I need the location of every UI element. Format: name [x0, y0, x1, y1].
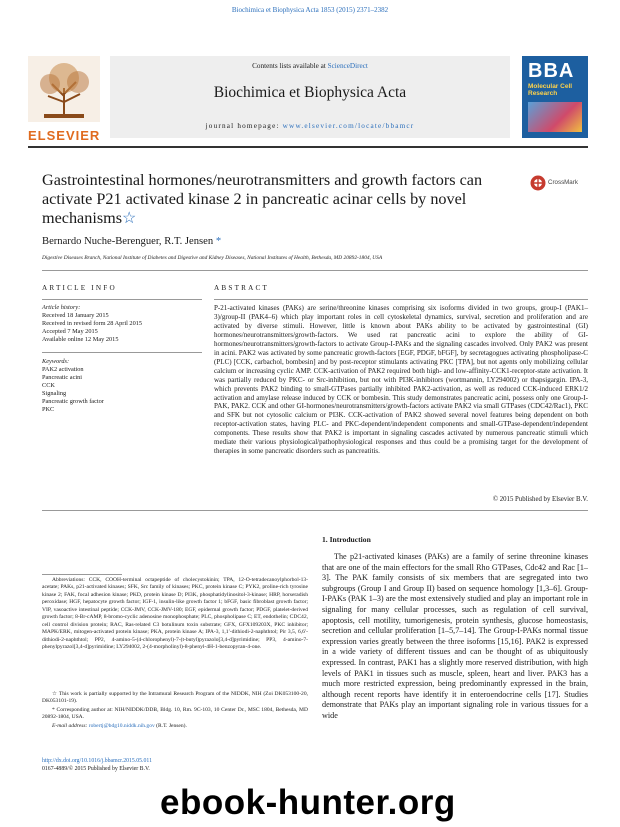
email-link[interactable]: robertj@bdg10.niddk.nih.gov: [88, 723, 155, 729]
corresponding-footnote: * Corresponding author at: NIH/NIDDK/DDB, Bldg. 10, Rm. 9C-103, 10 Center Dr., MSC 1804, Bethesda, MD 20892-1804, USA.: [42, 707, 308, 721]
affiliation-rule: [42, 270, 588, 271]
history-online: Available online 12 May 2015: [42, 336, 119, 344]
keyword: CCK: [42, 382, 55, 389]
keywords-label: Keywords:: [42, 358, 70, 365]
article-info-rule: [42, 299, 202, 300]
elsevier-logo: [28, 56, 101, 143]
contents-prefix: Contents lists available at: [252, 62, 326, 70]
doi-link[interactable]: http://dx.doi.org/10.1016/j.bbamcr.2015.05.011: [42, 758, 152, 764]
crossmark-label: CrossMark: [548, 179, 578, 186]
crossmark-icon: [530, 175, 546, 191]
intro-heading: 1. Introduction: [322, 535, 371, 544]
homepage-link[interactable]: www.elsevier.com/locate/bbamcr: [282, 122, 415, 130]
keyword: Pancreatic acini: [42, 374, 83, 381]
masthead: [110, 56, 510, 138]
journal-homepage: [110, 122, 510, 130]
authors-text: Bernardo Nuche-Berenguer, R.T. Jensen: [42, 236, 214, 247]
footnote-rule: [42, 574, 122, 575]
abstract-rule: [214, 299, 588, 300]
abstract-heading: ABSTRACT: [214, 284, 270, 292]
abstract-body: P-21-activated kinases (PAKs) are serine/threonine kinases comprising six isoforms divided in two groups, group-I (PAK1–3)/group-II (PAK4–6) which play important roles in cell cytoskeletal dynamics, survival, secretion and proliferation and are activated by diverse stimuli. However, little is known about PAKs ability to be activated by gastrointestinal (GI) hormones/neurotransmitters/growth-factors. We used rat pancreatic acini to explore the ability of GI-hormones/neurotransmitters/growth-factors to activate Group-I-PAKs and the signaling cascades involved. Only PAK2 was present in acini. PAK2 was activated by some pancreatic growth-factors [EGF, PDGF, bFGF], by secretagogues activating phospholipase-C (PLC) [CCK, carbachol, bombesin] and by post-receptor stimulants activating PKC [TPA], but not agents only mobilizing cellular calcium or increasing cyclic AMP. CCK-activation of PAK2 required both high- and low-affinity-CCK1-receptor-state activation. It was partially reduced by PKC- or Src-inhibition, but not with PI3K-inhibitors (wortmannin, LY294002) or thapsigargin. IPA-3, which prevents PAK2 binding to small-GTPases partially inhibited PAK2-activation, as well as reduced CCK-induced ERK1/2 activation and amylase release induced by CCK or bombesin. This study demonstrates pancreatic acini, possess only one Group-I-PAK, PAK2. CCK and other GI-hormones/neurotransmitters/growth-factors activate PAK2 via small GTPases (CDC42/Rac1), PKC and SFK but not cytosolic calcium or PI3K. CCK-activation of PAK2 showed several novel features being dependent on both receptor-activation states, having PLC- and PKC-dependent/independent components and small-GTPase-dependent/independent components. These results show that PAK2 is important in signaling cascades activated by numerous pancreatic stimuli which mediate their various physiological/pathophysiological responses and thus could be a promising target for the development of therapies in some pancreatic disorders such as pancreatitis.: [214, 304, 588, 456]
email-footnote: [52, 723, 308, 730]
article-info-heading: ARTICLE INFO: [42, 284, 117, 292]
crossmark-badge[interactable]: [530, 175, 588, 191]
journal-cover: [522, 56, 588, 138]
contents-line: [110, 62, 510, 70]
homepage-prefix: journal homepage:: [205, 122, 280, 130]
elsevier-tree-icon: [28, 56, 100, 122]
keyword: Pancreatic growth factor: [42, 398, 104, 405]
journal-name: Biochimica et Biophysica Acta: [213, 84, 407, 101]
keyword: PKC: [42, 406, 55, 413]
title-footnote-mark[interactable]: ☆: [122, 209, 137, 227]
elsevier-wordmark: ELSEVIER: [28, 128, 101, 143]
history-revised: Received in revised form 28 April 2015: [42, 320, 143, 328]
cover-acronym: BBA: [528, 60, 575, 82]
masthead-rule: [28, 146, 588, 148]
cover-subtitle-2: Research: [528, 90, 558, 97]
intro-body: The p21-activated kinases (PAKs) are a family of serine threonine kinases that are one of the main effectors for the small Rho GTPases, Cdc42 and Rac [1–3]. The PAK family consists of six members that are segregated into two subgroups (Group I and Group II) based on sequence homology [1,3–6]. Group-I-PAKs (PAK 1–3) are the most extensively studied and play an important role in signaling for many cellular processes, such as regulation of cell survival, apoptosis, cell motility, tumorigenesis, protein synthesis, glucose homeostasis, secretion and cellular proliferation [1–5,7–14]. The Group-I-PAKs normal tissue expression varies greatly between the three isoforms [15,16]. PAK2 is expressed in a wide variety of different tissues and can be thought of as ubiquitously expressed. In contrast, PAK1 has a slightly more reserved distribution, with high levels of PAK1 in tissues such as muscle, spleen, heart and liver. PAK3 has a much more restricted expression, being predominantly expressed in the brain, although recent reports have identify it in enteroendocrine cells [17]. Studies demonstrate that PAKs play an important signaling role in various tissues for a wide: [322, 552, 588, 720]
email-suffix: (R.T. Jensen).: [156, 723, 187, 729]
abstract-copyright: © 2015 Published by Elsevier B.V.: [492, 496, 588, 503]
abbreviations-footnote: Abbreviations: CCK, COOH-terminal octapeptide of cholecystokinin; TPA, 12-O-tetradecanoylphorbol-13-acetate; PAKs, p21-activated kinases; SFK, Src family of kinases; PKC, protein kinase C; PYK2, proline-rich tyrosine kinase 2; FAK, focal adhesion kinase; PKD, protein kinase D; PI3K, phosphatidylinositol-3-kinase; HRP, horseradish peroxidase; HGF, hepatocyte growth factor; IGF-1, insulin-like growth factor 1; bFGF, basic fibroblast growth factor; VIP, vasoactive intestinal peptide; CCK-JMV, CCK-JMV-180; EGF, epidermal growth factor; PDGF, platelet-derived growth factor; 8-Br-cAMP, 8-bromo-cyclic adenosine monophosphate; PLC, phospholipase C; ET, endothelin; CDC42, cell control division protein; RAC, Ras-related C3 botulinum toxin substrate; GFX, GFX109203X, PKC inhibitor; MAPK/ERK, mitogen-activated protein kinase; PKA, protein kinase A; IPA-3, 1,1′-dithiodi-2-naphthtol; Pir 3,5, 6,6′-dithiodi-2-naphthtol; PP2, 4-amino-5-(4-chlorophenyl)-7-(t-butyl)pyrazolo[3,4-d]pyrimidine; PP3, 4-amino-7-phenylpyrazol[3,4-d]pyrimidine; LY294002, 2-(4-morpholinyl)-8-phenyl-4H-1-benzopyran-4-one.: [42, 577, 308, 651]
sciencedirect-link[interactable]: ScienceDirect: [327, 62, 368, 70]
history-accepted: Accepted 7 May 2015: [42, 328, 98, 336]
abstract-end-rule: [42, 510, 588, 511]
cover-subtitle-1: Molecular Cell: [528, 83, 573, 90]
article-title: [42, 171, 494, 228]
keyword: PAK2 activation: [42, 366, 84, 373]
history-received: Received 18 January 2015: [42, 312, 109, 320]
watermark: ebook-hunter.org: [160, 783, 456, 822]
journal-citation[interactable]: Biochimica et Biophysica Acta 1853 (2015) 2371–2382: [231, 6, 389, 14]
history-rule: [42, 352, 202, 353]
funding-footnote: ☆ This work is partially supported by the Intramural Research Program of the NIDDK, NIH (Zoi DK053100-20, DK053101-19).: [42, 691, 308, 705]
issn-line: 0167-4889/© 2015 Published by Elsevier B.V.: [42, 766, 150, 772]
author-list: [42, 236, 221, 247]
keyword: Signaling: [42, 390, 67, 397]
email-label: E-mail address:: [52, 723, 88, 729]
cover-art: [528, 102, 582, 132]
history-label: Article history:: [42, 304, 81, 311]
keywords-block: [42, 358, 202, 414]
affiliation: Digestive Diseases Branch, National Institute of Diabetes and Digestive and Kidney Diseases, National Institutes of Health, Bethesda, MD 20892-1804, USA: [42, 255, 383, 261]
corresponding-author-mark[interactable]: *: [215, 236, 222, 247]
article-title-text: Gastrointestinal hormones/neurotransmitters and growth factors can activate P21 activated kinase 2 in pancreatic acinar cells by novel mechanisms: [42, 171, 483, 227]
article-history: [42, 304, 202, 344]
